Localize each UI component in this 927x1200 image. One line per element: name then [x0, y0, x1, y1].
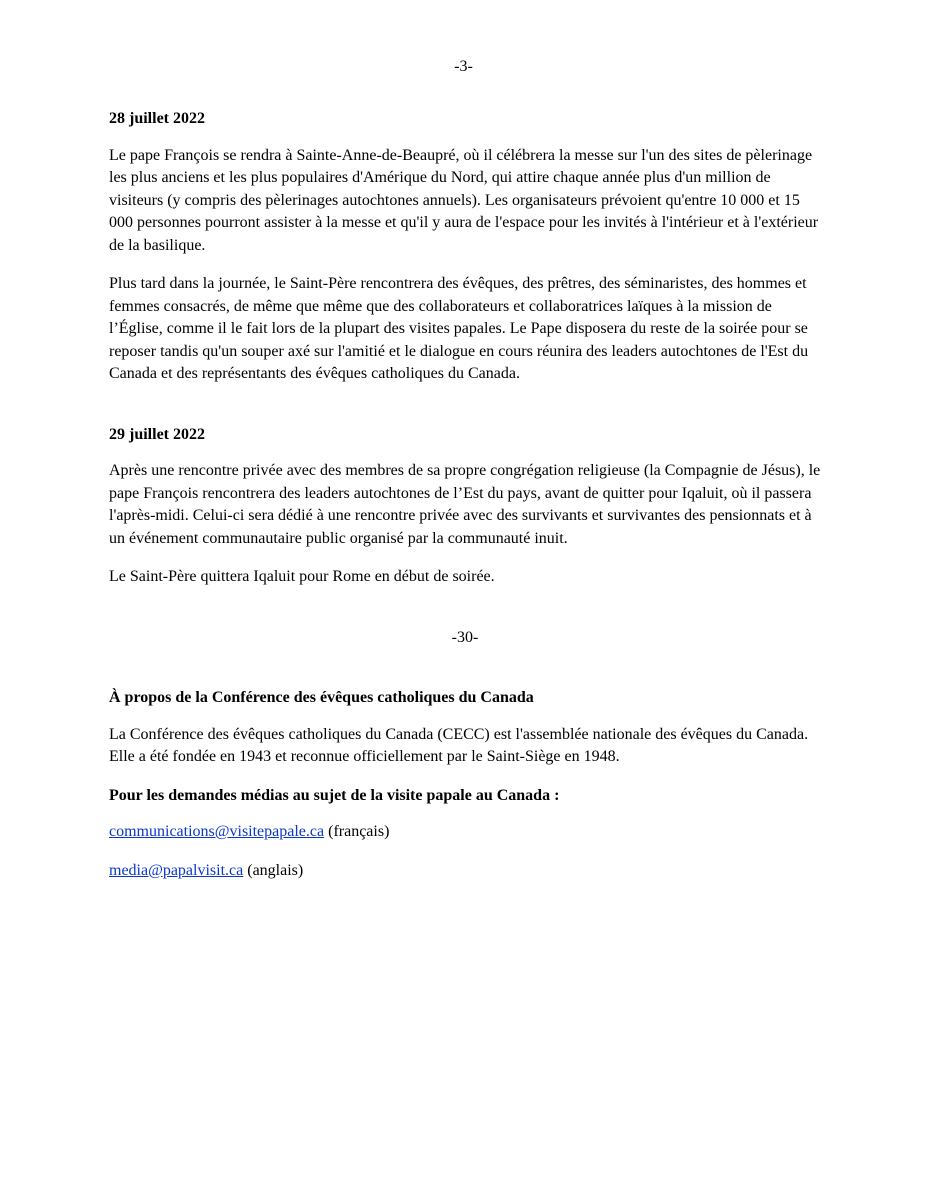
paragraph: Après une rencontre privée avec des membres de sa propre congrégation religieuse (la Compagnie de Jésus), le pape François rencontrera des leaders autochtones de l’Est du pays, avant de quitter pour Iqaluit, où il passera l'après-midi. Celui-ci sera dédié à une rencontre privée avec des survivants et survivantes des pensionnats et à un événement communautaire public organisé par la communauté inuit.: [109, 462, 821, 547]
section-date-heading: 28 juillet 2022: [109, 110, 205, 127]
paragraph: Le pape François se rendra à Sainte-Anne-de-Beaupré, où il célébrera la messe sur l'un des sites de pèlerinage les plus anciens et les plus populaires d'Amérique du Nord, qui attire chaque année plus d'un million de visiteurs (y compris des pèlerinages autochtones annuels). Les organisateurs prévoient qu'entre 10 000 et 15 000 personnes pourront assister à la messe et qu'il y aura de l'espace pour les invités à l'intérieur et à l'extérieur de la basilique.: [109, 146, 819, 254]
page-number: -3-: [454, 58, 473, 75]
section-date-heading: 29 juillet 2022: [109, 425, 205, 443]
section-july-28: [109, 108, 821, 386]
paragraph: Plus tard dans la journée, le Saint-Père rencontrera des évêques, des prêtres, des séminaristes, des hommes et femmes consacrés, de même que même que des collaborateurs et collaboratrices laïques à la mission de l’Église, comme il le fait lors de la plupart des visites papales. Le Pape disposera du reste de la soirée pour se reposer tandis qu'un souper axé sur l'amitié et le dialogue en cours réunira des leaders autochtones de l'Est du Canada et des représentants des évêques catholiques du Canada.: [109, 275, 809, 382]
paragraph: Le Saint-Père quittera Iqaluit pour Rome en début de soirée.: [109, 568, 495, 585]
language-label: (français): [324, 823, 390, 840]
email-link-french[interactable]: communications@visitepapale.ca: [109, 823, 325, 840]
about-text: La Conférence des évêques catholiques du Canada (CECC) est l'assemblée nationale des évêques du Canada. Elle a été fondée en 1943 et reconnue officiellement par le Saint-Siège en 1948.: [109, 725, 809, 765]
about-section: [109, 687, 821, 882]
section-july-29: [109, 424, 821, 589]
document-body: [109, 108, 821, 882]
email-link-english[interactable]: media@papalvisit.ca: [109, 861, 244, 879]
about-heading: À propos de la Conférence des évêques catholiques du Canada: [109, 689, 534, 706]
media-heading: Pour les demandes médias au sujet de la visite papale au Canada :: [109, 786, 560, 804]
language-label: (anglais): [243, 861, 304, 879]
media-contact-french: [109, 821, 821, 844]
media-contact-english: [109, 860, 821, 883]
end-marker: -30-: [451, 628, 479, 646]
